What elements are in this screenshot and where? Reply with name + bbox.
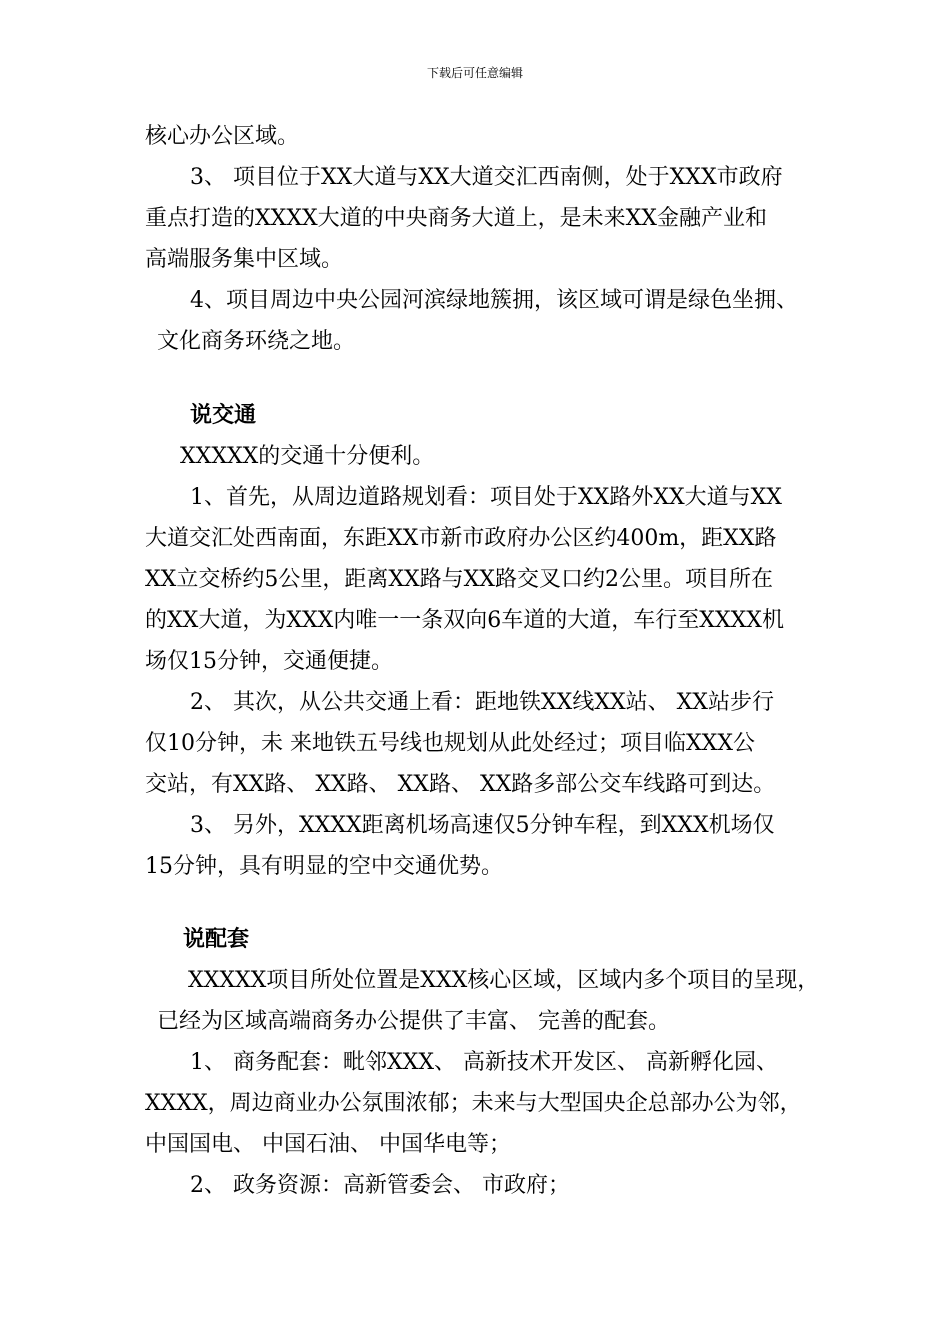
section-heading-traffic: 说交通 <box>190 403 257 428</box>
paragraph-line: 仅10分钟，未 来地铁五号线也规划从此处经过；项目临XXX公 <box>145 731 755 756</box>
paragraph-line: 15分钟，具有明显的空中交通优势。 <box>145 854 503 879</box>
paragraph-line: 交站，有XX路、 XX路、 XX路、 XX路多部公交车线路可到达。 <box>145 772 776 797</box>
paragraph-line: 重点打造的XXXX大道的中央商务大道上，是未来XX金融产业和 <box>145 206 767 231</box>
paragraph-line: 已经为区域高端商务办公提供了丰富、 完善的配套。 <box>157 1009 670 1034</box>
paragraph-line: 大道交汇处西南面，东距XX市新市政府办公区约400m，距XX路 <box>145 526 777 551</box>
paragraph-line: 1、 商务配套：毗邻XXX、 高新技术开发区、 高新孵化园、 <box>190 1050 778 1075</box>
paragraph-line: 4、项目周边中央公园河滨绿地簇拥，该区域可谓是绿色坐拥、 <box>190 288 798 313</box>
paragraph-line: 2、 其次，从公共交通上看：距地铁XX线XX站、 XX站步行 <box>190 690 774 715</box>
paragraph-line: 的XX大道，为XXX内唯一一条双向6车道的大道，车行至XXXX机 <box>145 608 784 633</box>
paragraph-line: XXXXX的交通十分便利。 <box>180 444 435 469</box>
paragraph-line: 场仅15分钟，交通便捷。 <box>145 649 393 674</box>
paragraph-line: 核心办公区域。 <box>145 124 300 149</box>
paragraph-line: 2、 政务资源：高新管委会、 市政府； <box>190 1173 570 1198</box>
paragraph-line: 中国国电、 中国石油、 中国华电等； <box>145 1132 511 1157</box>
page-header: 下载后可任意编辑 <box>426 66 523 80</box>
paragraph-line: XX立交桥约5公里，距离XX路与XX路交叉口约2公里。项目所在 <box>145 567 773 592</box>
paragraph-line: XXXX，周边商业办公氛围浓郁；未来与大型国央企总部办公为邻， <box>145 1091 802 1116</box>
paragraph-line: XXXXX项目所处位置是XXX核心区域，区域内多个项目的呈现， <box>188 968 820 993</box>
paragraph-line: 3、 项目位于XX大道与XX大道交汇西南侧，处于XXX市政府 <box>190 165 783 190</box>
section-heading-facilities: 说配套 <box>183 927 250 952</box>
paragraph-line: 高端服务集中区域。 <box>145 247 344 272</box>
paragraph-line: 3、 另外，XXXX距离机场高速仅5分钟车程，到XXX机场仅 <box>190 813 775 838</box>
paragraph-line: 文化商务环绕之地。 <box>157 329 356 354</box>
paragraph-line: 1、首先，从周边道路规划看：项目处于XX路外XX大道与XX <box>190 485 782 510</box>
